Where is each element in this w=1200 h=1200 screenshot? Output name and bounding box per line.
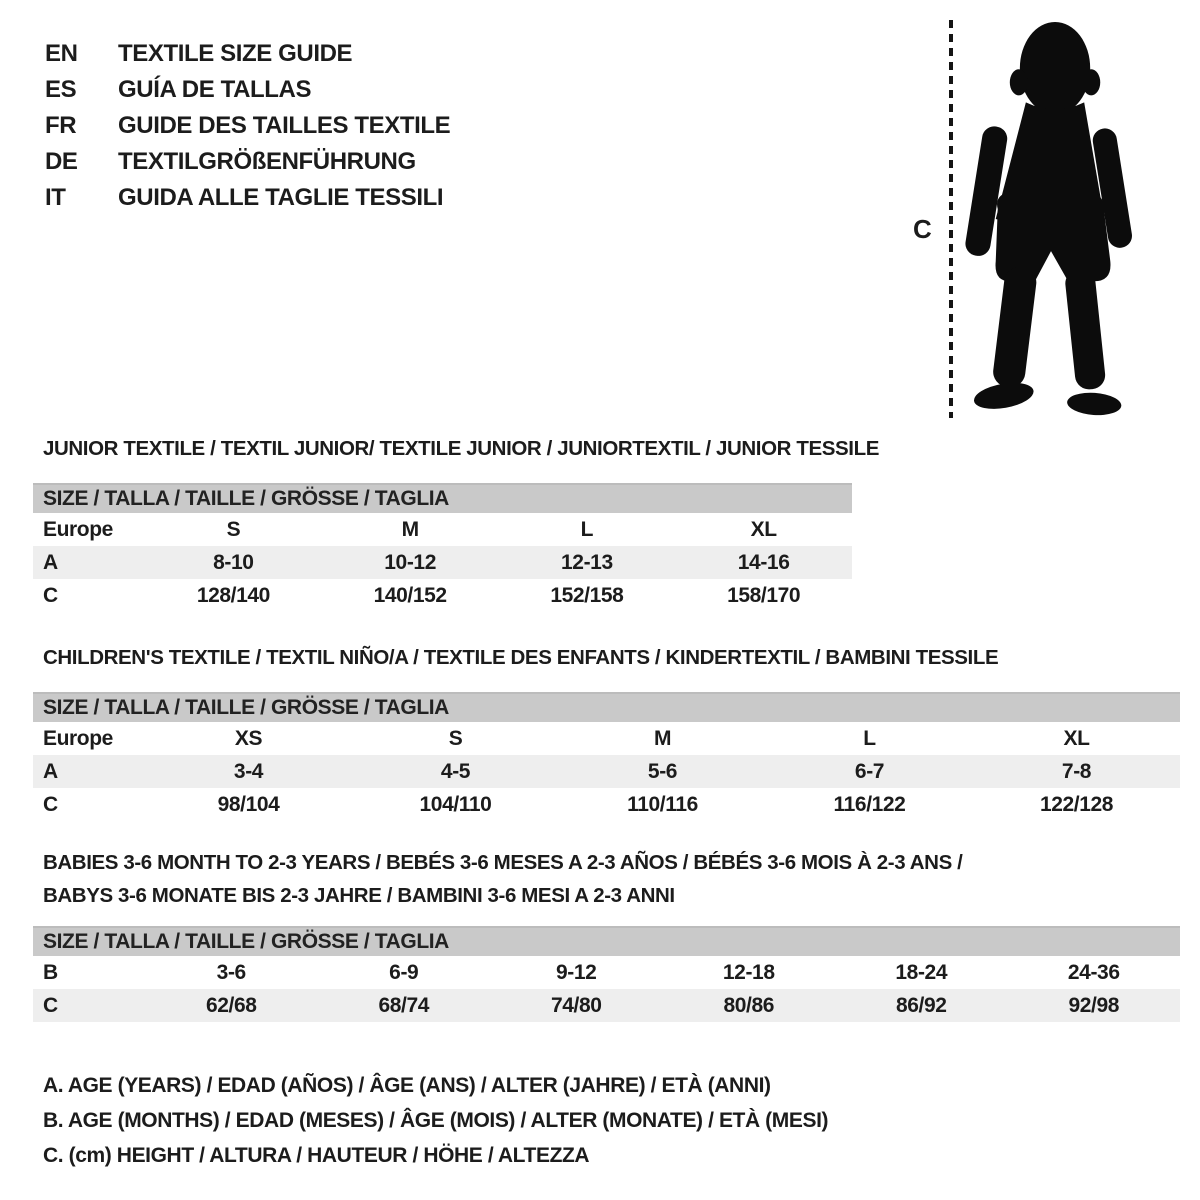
cell-value: 24-36 [1067, 960, 1120, 984]
cell-value: 9-12 [556, 960, 597, 984]
language-code: IT [45, 184, 66, 211]
cell-value: S [226, 517, 241, 541]
language-code: DE [45, 148, 78, 175]
legend-line-b: B. AGE (MONTHS) / EDAD (MESES) / ÂGE (MOIS) / ALTER (MONATE) / ETÀ (MESI) [43, 1109, 829, 1132]
cell-value: 128/140 [196, 583, 270, 607]
cell-value: 104/110 [419, 792, 492, 816]
section-babies-textile [33, 846, 1180, 1022]
language-label: TEXTILE SIZE GUIDE [118, 40, 353, 67]
cell-value: 152/158 [550, 583, 624, 607]
cell-value: 140/152 [373, 583, 447, 607]
cell-value: 4-5 [440, 759, 471, 783]
language-code: EN [45, 40, 78, 67]
row-label: A [43, 550, 58, 574]
section-title: JUNIOR TEXTILE / TEXTIL JUNIOR/ TEXTILE JUNIOR / JUNIORTEXTIL / JUNIOR TESSILE [43, 437, 879, 460]
language-row-de [45, 144, 450, 180]
cell-value: 10-12 [384, 550, 436, 574]
language-label: TEXTILGRÖßENFÜHRUNG [118, 148, 416, 175]
cell-value: 122/128 [1039, 792, 1114, 816]
cell-value: 6-7 [854, 759, 885, 783]
cell-value: M [401, 517, 419, 541]
cell-value: 5-6 [647, 759, 678, 783]
cell-value: 92/98 [1068, 993, 1120, 1017]
cell-value: 3-6 [216, 960, 246, 984]
language-label: GUIDA ALLE TAGLIE TESSILI [118, 184, 444, 211]
cell-value: XL [750, 517, 777, 541]
language-list [45, 36, 450, 216]
language-label: GUIDE DES TAILLES TEXTILE [118, 112, 451, 139]
cell-value: 62/68 [205, 993, 257, 1017]
cell-value: 158/170 [727, 583, 801, 607]
table-row [33, 722, 1180, 755]
section-children-textile [33, 646, 1180, 821]
language-row-en [45, 36, 450, 72]
cell-value: 80/86 [723, 993, 775, 1017]
cell-value: XL [1063, 726, 1090, 750]
row-label: A [43, 759, 58, 783]
cell-value: 3-4 [233, 759, 264, 783]
cell-value: S [448, 726, 463, 750]
row-label: Europe [43, 517, 113, 541]
section-title [33, 846, 1180, 912]
language-row-fr [45, 108, 450, 144]
legend-line-a: A. AGE (YEARS) / EDAD (AÑOS) / ÂGE (ANS) / ALTER (JAHRE) / ETÀ (ANNI) [43, 1074, 771, 1097]
language-row-es [45, 72, 450, 108]
height-dashed-line [949, 20, 953, 418]
table-row [33, 755, 1180, 788]
legend [43, 1068, 828, 1173]
language-code: ES [45, 76, 77, 103]
section-title-line-2: BABYS 3-6 MONATE BIS 2-3 JAHRE / BAMBINI 3-6 MESI A 2-3 ANNI [43, 884, 675, 907]
cell-value: 110/116 [627, 792, 698, 816]
table-row [33, 513, 852, 546]
babies-size-table [33, 956, 1180, 1022]
table-row [33, 989, 1180, 1022]
section-title: CHILDREN'S TEXTILE / TEXTIL NIÑO/A / TEXTILE DES ENFANTS / KINDERTEXTIL / BAMBINI TESSILE [43, 646, 999, 669]
height-measure-label: C [913, 214, 932, 244]
table-row [33, 956, 1180, 989]
row-label: C [43, 792, 58, 816]
table-row [33, 579, 852, 612]
row-label: C [43, 583, 58, 607]
cell-value: 74/80 [550, 993, 602, 1017]
cell-value: M [653, 726, 672, 750]
section-title-line-1: BABIES 3-6 MONTH TO 2-3 YEARS / BEBÉS 3-6 MESES A 2-3 AÑOS / BÉBÉS 3-6 MOIS À 2-3 ANS / [43, 851, 963, 874]
language-row-it [45, 180, 450, 216]
cell-value: 98/104 [217, 792, 280, 816]
cell-value: 12-18 [722, 960, 775, 984]
height-measurement-figure [905, 12, 1185, 424]
cell-value: 7-8 [1061, 759, 1092, 783]
cell-value: 12-13 [561, 550, 613, 574]
cell-value: 6-9 [389, 960, 419, 984]
size-header-bar: SIZE / TALLA / TAILLE / GRÖSSE / TAGLIA [33, 483, 852, 513]
cell-value: 14-16 [737, 550, 790, 574]
row-label: B [43, 960, 58, 984]
cell-value: 68/74 [378, 993, 430, 1017]
language-code: FR [45, 112, 77, 139]
junior-size-table [33, 513, 852, 612]
cell-value: 86/92 [895, 993, 947, 1017]
children-size-table [33, 722, 1180, 821]
cell-value: XS [234, 726, 263, 750]
size-header-bar: SIZE / TALLA / TAILLE / GRÖSSE / TAGLIA [33, 692, 1180, 722]
legend-line-c: C. (cm) HEIGHT / ALTURA / HAUTEUR / HÖHE / ALTEZZA [43, 1144, 590, 1167]
cell-value: 116/122 [833, 792, 906, 816]
row-label: Europe [43, 726, 113, 750]
table-row [33, 788, 1180, 821]
table-row [33, 546, 852, 579]
section-junior-textile [33, 437, 879, 612]
language-label: GUÍA DE TALLAS [118, 76, 312, 103]
toddler-silhouette-image [963, 18, 1137, 422]
cell-value: 8-10 [213, 550, 254, 574]
cell-value: L [863, 726, 876, 750]
size-header-bar: SIZE / TALLA / TAILLE / GRÖSSE / TAGLIA [33, 926, 1180, 956]
cell-value: L [580, 517, 594, 541]
row-label: C [43, 993, 58, 1017]
cell-value: 18-24 [895, 960, 948, 984]
